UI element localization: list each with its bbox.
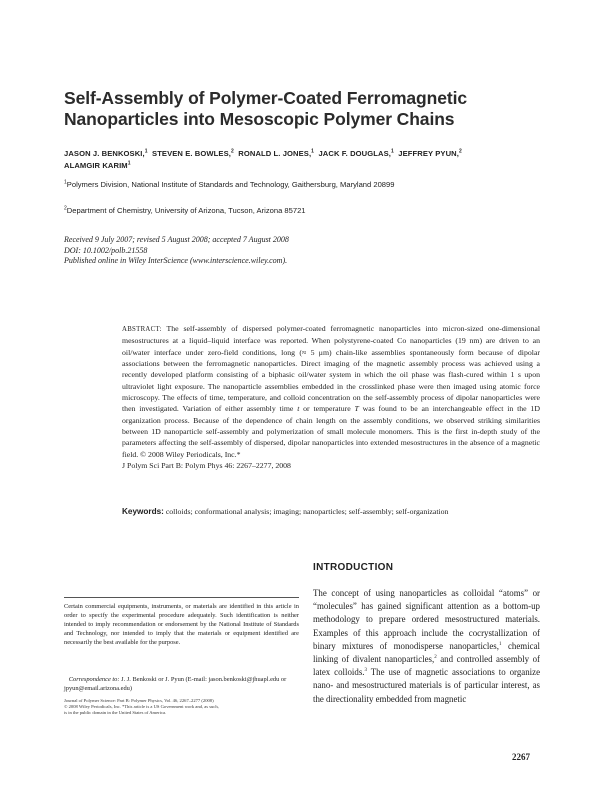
published-online: Published online in Wiley InterScience (www.interscience.wiley.com).: [64, 256, 288, 265]
page-number: 2267: [512, 752, 530, 762]
keywords-label: Keywords:: [122, 507, 164, 516]
title-line-1: Self-Assembly of Polymer-Coated Ferromagnetic: [64, 88, 467, 108]
author-name: STEVEN E. BOWLES,$^2$: [152, 148, 234, 158]
keywords-text: colloids; conformational analysis; imaging; nanoparticles; self-assembly; self-organization: [165, 507, 449, 516]
section-heading-introduction: INTRODUCTION: [313, 562, 394, 573]
correspondence-footnote: Correspondence to: J. J. Benkoski or J. Pyun (E-mail: jason.benkoski@jhuapl.edu or jpyun@email.arizona.edu): [64, 676, 287, 692]
disclaimer-footnote: Certain commercial equipments, instruments, or materials are identified in this article in order to specify the experimental procedure adequately. Such identification is neither intended to imply recommendation or endorsement by the National Institute of Standards and Technology, nor intended to imply that the materials or equipment identified are necessarily the best available for the purpose.: [64, 603, 299, 646]
keywords: [122, 506, 540, 517]
journal-citation: J Polym Sci Part B: Polym Phys 46: 2267–2277, 2008: [122, 461, 291, 471]
author-name: JACK F. DOUGLAS,$^1$: [318, 148, 394, 158]
received-dates: Received 9 July 2007; revised 5 August 2008; accepted 7 August 2008: [64, 235, 289, 244]
doi: DOI: 10.1002/polb.21558: [64, 245, 148, 255]
author-name: JEFFREY PYUN,$^2$: [398, 148, 462, 158]
affiliation-1: $^1$Polymers Division, National Institute of Standards and Technology, Gaithersburg, Maryland 20899: [64, 179, 395, 189]
footnote-divider: [64, 597, 299, 598]
introduction-paragraph: The concept of using nanoparticles as colloidal “atoms” or “molecules” has gained significant attention as a bottom-up methodology to prepare ordered mesostructured materials. Examples of this approach include the cocrystallization of binary mixtures of monodisperse nanoparticles,$^1$ chemical linking of divalent nanoparticles,$^2$ and controlled assembly of latex colloids.$^3$ The use of magnetic associations to organize nano- and mesostructured materials is of particular interest, as the directionality embedded from magnetic: [313, 588, 541, 704]
article-title: [64, 88, 534, 130]
author-name: ALAMGIR KARIM$^1$: [64, 160, 131, 170]
journal-info: Journal of Polymer Science: Part B: Polymer Physics, Vol. 46, 2267–2277 (2008) © 2008 Wiley Periodicals, Inc. *This article is a US Government work and, as such, is in the public domain in the United States of America.: [64, 698, 219, 716]
author-name: JASON J. BENKOSKI,$^1$: [64, 148, 148, 158]
affiliation-2: $^2$Department of Chemistry, University of Arizona, Tucson, Arizona 85721: [64, 205, 306, 215]
abstract-label: ABSTRACT:: [122, 326, 162, 333]
abstract: ABSTRACT: The self-assembly of dispersed polymer-coated ferromagnetic nanoparticles into micron-sized one-dimensional mesostructures at a liquid–liquid interface was reported. When polystyrene-coated Co nanoparticles (19 nm) are driven to an oil/water interface under zero-field conditions, long (≈ 5 μm) chain-like assemblies spontaneously form because of dipolar associations between the ferromagnetic nanoparticles. Direct imaging of the magnetic assembly process was achieved using a recently developed platform consisting of a biphasic oil/water system in which the oil phase was flash-cured within 1 s upon ultraviolet light exposure. The nanoparticle assemblies embedded in the crosslinked phase were then imaged using atomic force microscopy. The effects of time, temperature, and colloid concentration on the self-assembly process of dipolar nanoparticles were then investigated. Variation of either assembly time t or temperature T was found to be an interchangeable effect in the 1D organization process. Because of the dependence of chain length on the assembly conditions, we observed striking similarities between 1D nanoparticle self-assembly and polymerization of small molecule monomers. This is the first in-depth study of the parameters affecting the self-assembly of dispersed, dipolar nanoparticles into extended mesostructures in the absence of a magnetic field. © 2008 Wiley Periodicals, Inc.* J Polym Sci Part B: Polym Phys 46: 2267–2277, 2008: [122, 324, 540, 471]
author-name: RONALD L. JONES,$^1$: [238, 148, 315, 158]
author-list: [64, 148, 544, 172]
publication-dates: [64, 235, 289, 267]
title-line-2: Nanoparticles into Mesoscopic Polymer Chains: [64, 109, 455, 129]
